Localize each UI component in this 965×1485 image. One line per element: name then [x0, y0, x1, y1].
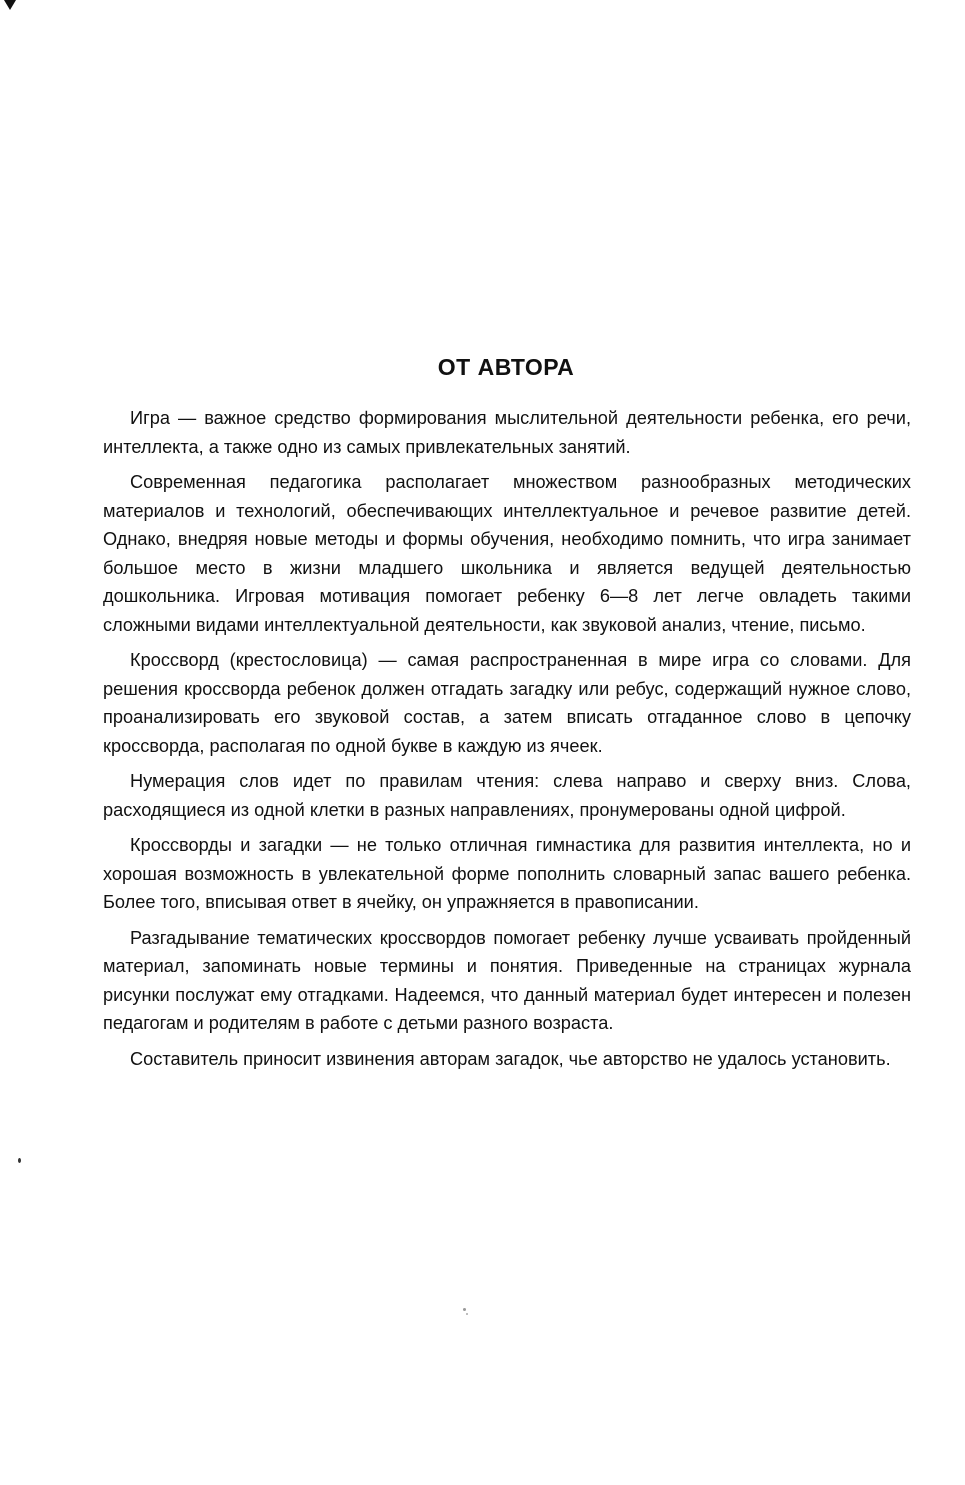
page-title: ОТ АВТОРА — [437, 354, 575, 380]
body-text — [103, 404, 911, 1080]
scan-speck — [466, 1313, 468, 1315]
paragraph: Современная педагогика располагает множеством разнообразных методических материалов и технологий, обеспечивающих интеллектуальное и речевое развитие детей. Однако, внедряя новые методы и формы обучения, необходимо помнить, что игра занимает большое место в жизни младшего школьника и является ведущей деятельностью дошкольника. Игровая мотивация помогает ребенку 6—8 лет легче овладеть такими сложными видами интеллектуальной деятельности, как звуковой анализ, чтение, письмо. — [103, 472, 911, 635]
paragraph: Игра — важное средство формирования мыслительной деятельности ребенка, его речи, интеллекта, а также одно из самых привлекательных занятий. — [103, 408, 911, 457]
paragraph: Составитель приносит извинения авторам загадок, чье авторство не удалось установить. — [130, 1048, 891, 1069]
paragraph: Кроссворд (крестословица) — самая распространенная в мире игра со словами. Для решения кроссворда ребенок должен отгадать загадку или ребус, содержащий нужное слово, проанализировать его звуковой состав, а затем вписать отгаданное слово в цепочку кроссворда, располагая по одной букве в каждую из ячеек. — [103, 650, 911, 756]
paragraph: Кроссворды и загадки — не только отличная гимнастика для развития интеллекта, но и хорошая возможность в увлекательной форме пополнить словарный запас вашего ребенка. Более того, вписывая ответ в ячейку, он упражняется в правописании. — [103, 835, 911, 912]
paragraph: Разгадывание тематических кроссвордов помогает ребенку лучше усваивать пройденный материал, запоминать новые термины и понятия. Приведенные на страницах журнала рисунки послужат ему отгадками. Надеемся, что данный материал будет интересен и полезен педагогам и родителям в работе с детьми разного возраста. — [103, 927, 911, 1033]
paragraph: Нумерация слов идет по правилам чтения: слева направо и сверху вниз. Слова, расходящиеся из одной клетки в разных направлениях, пронумерованы одной цифрой. — [103, 771, 911, 820]
scan-corner-mark — [4, 0, 16, 10]
scan-speck — [18, 1158, 21, 1163]
scan-speck — [463, 1308, 466, 1311]
